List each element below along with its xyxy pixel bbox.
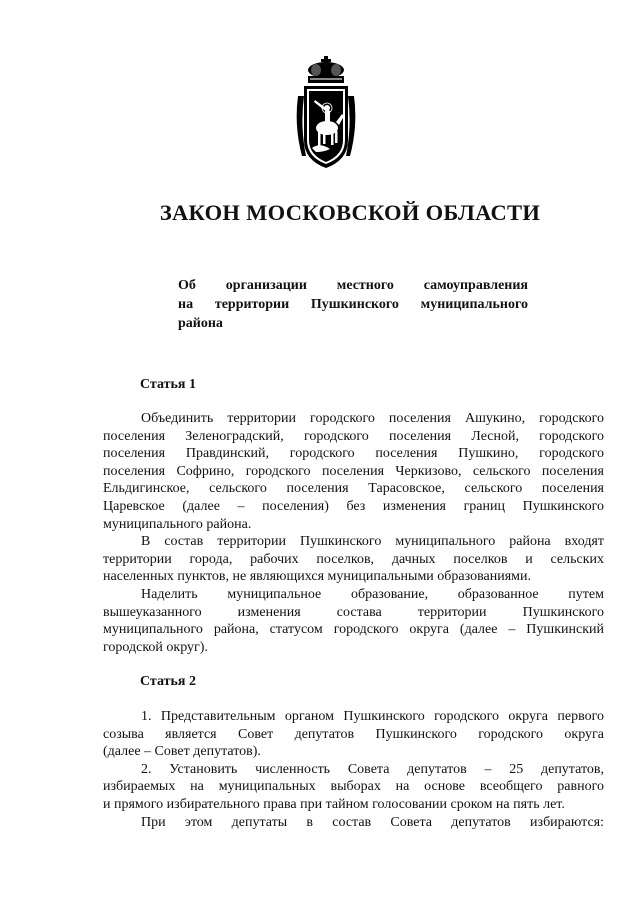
law-subject xyxy=(178,276,528,333)
text-line: Царевское (далее – поселения) без изменения границ Пушкинского xyxy=(103,498,604,514)
article-2-body xyxy=(103,708,604,831)
text-line: В состав территории Пушкинского муниципального района входят xyxy=(141,534,604,550)
text-line: (далее – Совет депутатов). xyxy=(103,744,261,760)
text-line: муниципального района. xyxy=(103,516,252,532)
coat-of-arms-emblem xyxy=(294,56,358,176)
text-line: 1. Представительным органом Пушкинского городского округа первого xyxy=(141,709,604,724)
text-line: 2. Установить численность Совета депутатов – 25 депутатов, xyxy=(141,761,604,777)
text-line: и прямого избирательного права при тайном голосовании сроком на пять лет. xyxy=(103,796,565,812)
text-line: Ельдигинское, сельского поселения Тарасовское, сельского поселения xyxy=(103,481,604,497)
text-line: Наделить муниципальное образование, образованное путем xyxy=(141,586,604,602)
text-line: вышеуказанного изменения состава территории Пушкинского xyxy=(103,604,604,620)
text-line: Объединить территории городского поселения Ашукино, городского xyxy=(141,411,604,426)
text-line: территории города, рабочих поселков, дачных поселков и сельских xyxy=(103,551,604,567)
text-line: созыва является Совет депутатов Пушкинского городского округа xyxy=(103,726,604,742)
subject-line: на территории Пушкинского муниципального xyxy=(178,297,528,312)
text-line: поселения Правдинский, городского поселения Пушкино, городского xyxy=(103,446,604,462)
article-1-heading: Статья 1 xyxy=(140,377,196,392)
article-1-body xyxy=(103,410,604,656)
subject-line: Об организации местного самоуправления xyxy=(178,278,528,293)
subject-line: района xyxy=(178,316,223,331)
crown-icon xyxy=(308,56,344,83)
text-line: населенных пунктов, не являющихся муниципальными образованиями. xyxy=(103,569,531,585)
text-line: городской округ). xyxy=(103,639,208,655)
text-line: поселения Софрино, городского поселения Черкизово, сельского поселения xyxy=(103,463,604,479)
text-line: избираемых на муниципальных выборах на основе всеобщего равного xyxy=(103,779,604,795)
text-line: При этом депутаты в состав Совета депутатов избираются: xyxy=(141,814,604,830)
article-2-heading: Статья 2 xyxy=(140,674,196,689)
text-line: поселения Зеленоградский, городского поселения Лесной, городского xyxy=(103,428,604,444)
text-line: муниципального района, статусом городского округа (далее – Пушкинский xyxy=(103,622,604,638)
law-title: ЗАКОН МОСКОВСКОЙ ОБЛАСТИ xyxy=(159,200,541,225)
